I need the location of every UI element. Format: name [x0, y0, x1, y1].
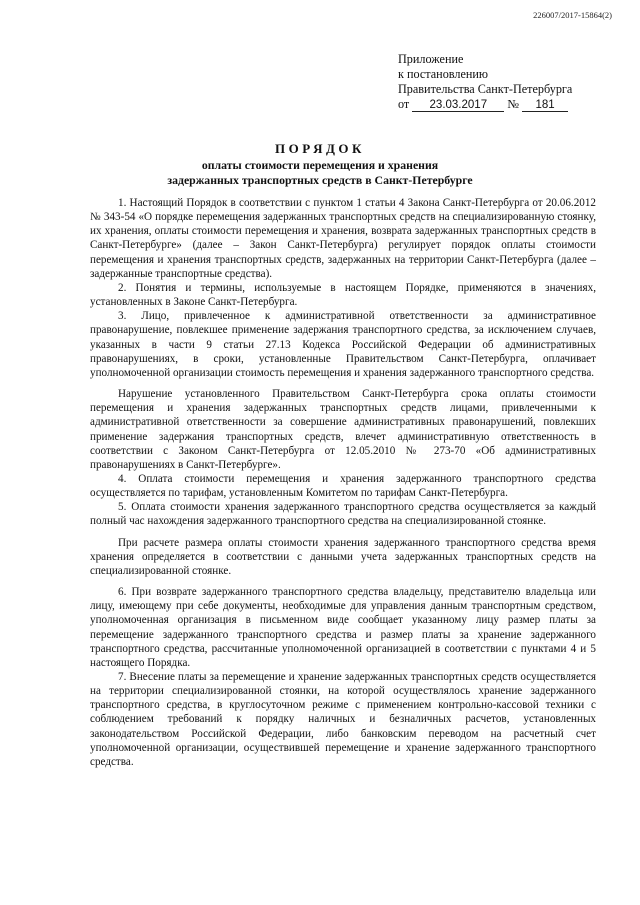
- appendix-line-2: к постановлению: [398, 67, 489, 81]
- decree-date: 23.03.2017: [412, 99, 504, 112]
- document-number: 226007/2017-15864(2): [533, 10, 612, 20]
- decree-number: 181: [522, 99, 568, 112]
- number-prefix: №: [507, 97, 519, 111]
- paragraph-3: 3. Лицо, привлеченное к административной ответственности за административное правонарушение, повлекшее применение задержания транспортного средства, за исключением случаев, указанных в части 9 статьи 27.13 Кодекса Российской Федерации об административных правонарушениях, в сроки, установленные Правительством Санкт-Петербурга, оплачивает уполномоченной организации стоимость перемещения и хранения задержанного транспортного средства.: [90, 310, 596, 379]
- title-line-2: оплаты стоимости перемещения и хранения: [201, 158, 439, 172]
- appendix-line-1: Приложение: [398, 52, 464, 66]
- date-prefix: от: [398, 97, 410, 111]
- title-line-3: задержанных транспортных средств в Санкт-Петербурге: [167, 173, 473, 187]
- paragraph-4: 4. Оплата стоимости перемещения и хранения задержанного транспортного средства осуществляется по тарифам, установленным Комитетом по тарифам Санкт-Петербурга.: [90, 472, 596, 500]
- document-body: [90, 196, 596, 769]
- paragraph-3-continued: Нарушение установленного Правительством Санкт-Петербурга срока оплаты стоимости перемещения и хранения задержанных транспортных средств лицами, привлеченными к административной ответственности за совершение административных правонарушений, повлекших применение задержания транспортных средств, влечет административную ответственность в соответствии с Законом Санкт-Петербурга от 12.05.2010 № 273-70 «Об административных правонарушениях в Санкт-Петербурге».: [90, 388, 596, 471]
- appendix-header: [398, 52, 618, 112]
- paragraph-1: 1. Настоящий Порядок в соответствии с пунктом 1 статьи 4 Закона Санкт-Петербурга от 20.06.2012 № 343-54 «О порядке перемещения задержанных транспортных средств на специализированную стоянку, их хранения, оплаты стоимости перемещения и хранения, возврата задержанных транспортных средств в Санкт-Петербурге» (далее – Закон Санкт-Петербурга) регулирует порядок оплаты стоимости перемещения и хранения транспортных средств, задержанных на территории Санкт-Петербурга (далее – задержанные транспортные средства).: [90, 197, 596, 280]
- paragraph-2: 2. Понятия и термины, используемые в настоящем Порядке, применяются в значениях, установленных в Законе Санкт-Петербурга.: [90, 281, 596, 309]
- paragraph-6: 6. При возврате задержанного транспортного средства владельцу, представителю владельца или лицу, имеющему при себе документы, необходимые для управления данным транспортным средством, уполномоченная организация в письменном виде сообщает указанному лицу размер платы за перемещение задержанного транспортного средства и размер платы за хранение задержанного транспортного средства, рассчитанные уполномоченной организацией в соответствии с пунктами 4 и 5 настоящего Порядка.: [90, 586, 596, 669]
- title-main: ПОРЯДОК: [275, 141, 365, 156]
- paragraph-7: 7. Внесение платы за перемещение и хранение задержанных транспортных средств осуществляется на территории специализированной стоянки, на которой осуществлялось хранение задержанного транспортного средства, в круглосуточном режиме с применением контрольно-кассовой техники с соблюдением требований к порядку наличных и безналичных расчетов, установленных законодательством Российской Федерации, либо банковским переводом на расчетный счет уполномоченной организации, осуществившей перемещение и хранение задержанного транспортного средства.: [90, 671, 596, 768]
- paragraph-5-continued: При расчете размера оплаты стоимости хранения задержанного транспортного средства время хранения определяется в соответствии с данными учета задержанных транспортных средств на специализированной стоянке.: [90, 536, 596, 577]
- document-title: [0, 140, 640, 188]
- appendix-line-3: Правительства Санкт-Петербурга: [398, 82, 573, 96]
- appendix-date-line: [398, 97, 618, 112]
- paragraph-5: 5. Оплата стоимости хранения задержанного транспортного средства осуществляется за каждый полный час нахождения задержанного транспортного средства на специализированной стоянке.: [90, 501, 596, 528]
